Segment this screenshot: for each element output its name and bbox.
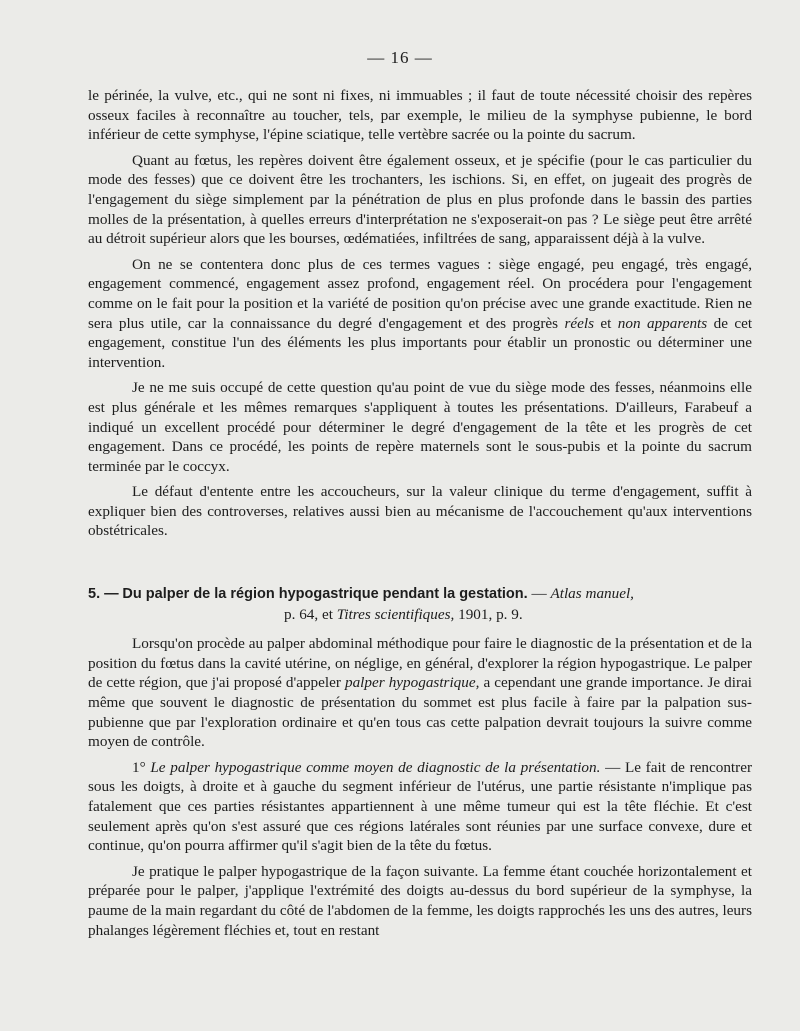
palper-hypogastrique-term: palper hypogastrique,: [344, 674, 480, 692]
section-paragraph-3: Je pratique le palper hypogastrique de la façon suivante. La femme étant couchée horizontalement et préparée pour le palper, j'applique l'extrémité des doigts au-dessus du bord supérieur de la symphyse, la paume de la main regardant du côté de l'abdomen de la femme, les doigts rapprochés les uns des autres, leurs phalanges légèrement fléchies et, tout en restant: [88, 862, 752, 939]
section-paragraph-2: [88, 758, 752, 856]
section-paragraph-2-text: — Le fait de rencontrer sous les doigts, à droite et à gauche du segment inférieur de l'utérus, une partie résistante n'implique pas fatalement que ces parties résistantes appartiennent à une même tumeur qui est la tête fléchie. Et c'est seulement après qu'on s'est assuré que ces régions latérales sont réunies par une surface convexe, dure et continue, qu'on pourra affirmer qu'il s'agit bien de la tête du fœtus.: [88, 758, 753, 855]
section-paragraph-1: [88, 634, 752, 752]
non-apparents-term: non apparents: [617, 314, 708, 332]
reels-term: réels: [564, 314, 594, 332]
section-paragraph-1-part-b: a cependant une grande importance. Je dirai même que souvent le diagnostic de présentation du sommet est plus facile à faire par la palpation sus-pubienne que par l'exploration ordinaire et qu'en tous cas cette palpation devrait toujours la suivre comme moyen de contrôle.: [88, 674, 752, 751]
section-5: [88, 584, 752, 946]
body-text: [88, 86, 752, 541]
reference-titres: Titres scientifiques,: [336, 605, 455, 623]
reference-atlas: Atlas manuel,: [550, 585, 634, 602]
paragraph-4: Je ne me suis occupé de cette question qu'au point de vue du siège mode des fesses, néanmoins elle est plus générale et les mêmes remarques s'appliquent à toutes les présentations. D'ailleurs, Farabeuf a indiqué un excellent procédé pour déterminer le degré d'engagement de la tête et les progrès de cet engagement. Dans ce procédé, les points de repère maternels sont le sous-pubis et la pointe du sacrum terminée par le coccyx.: [88, 379, 752, 475]
reference-titres-page: 1901, p. 9.: [458, 605, 523, 623]
subsection-number: 1°: [132, 758, 146, 776]
paragraph-1: le périnée, la vulve, etc., qui ne sont ni fixes, ni immuables ; il faut de toute nécessité choisir des repères osseux faciles à reconnaître au toucher, tels, par exemple, le milieu de la symphyse pubienne, le bord inférieur de cette symphyse, l'épine sciatique, telle vertèbre sacrée ou la pointe du sacrum.: [88, 87, 752, 144]
section-paragraph-1-part-a: Lorsqu'on procède au palper abdominal méthodique pour faire le diagnostic de la présentation et de la position du fœtus dans la cavité utérine, on néglige, en général, d'explorer la région hypogastrique. Le palper de cette région, que j'ai proposé d'appeler: [88, 635, 752, 692]
subsection-title: Le palper hypogastrique comme moyen de diagnostic de la présentation.: [150, 758, 601, 776]
section-heading: [88, 584, 752, 624]
paragraph-5: Le défaut d'entente entre les accoucheurs, sur la valeur clinique du terme d'engagement, suffit à expliquer bien des controverses, relatives aussi bien au mécanisme de l'accouchement qu'aux interventions obstétricales.: [88, 483, 752, 540]
paragraph-2: Quant au fœtus, les repères doivent être également osseux, et je spécifie (pour le cas particulier du mode des fesses) que ce doivent être les trochanters, les ischions. Si, en effet, on jugeait des progrès de l'engagement du siège simplement par la pénétration de plus en plus profonde dans le bassin des parties molles de la présentation, à quelles erreurs d'interprétation ne s'exposerait-on pas ? Le siège peut être arrêté au détroit supérieur alors que les bourses, œdématiées, infiltrées de sang, apparaissent déjà à la vulve.: [88, 151, 752, 248]
paragraph-3-part-b: et: [600, 314, 612, 332]
paragraph-3-part-a: On ne se contentera donc plus de ces termes vagues : siège engagé, peu engagé, très engagé, engagement commencé, engagement assez profond, engagement réel. On procédera pour l'engagement comme on le fait pour la position et la variété de position qu'on précise avec une grande exactitude. Rien ne sera plus utile, car la connaissance du degré d'engagement et des progrès: [88, 255, 752, 332]
section-number: 5. —: [88, 586, 119, 602]
page-number: — 16 —: [367, 48, 433, 67]
section-dash: —: [531, 585, 547, 602]
reference-atlas-page: p. 64, et: [284, 605, 333, 623]
reference-line: [88, 605, 752, 625]
section-title: Du palper de la région hypogastrique pendant la gestation.: [122, 586, 528, 602]
paragraph-3: [88, 255, 752, 373]
paragraph-3-part-c: de cet engagement, constitue l'un des éléments les plus importants pour établir un pronostic ou déterminer une intervention.: [88, 314, 753, 371]
